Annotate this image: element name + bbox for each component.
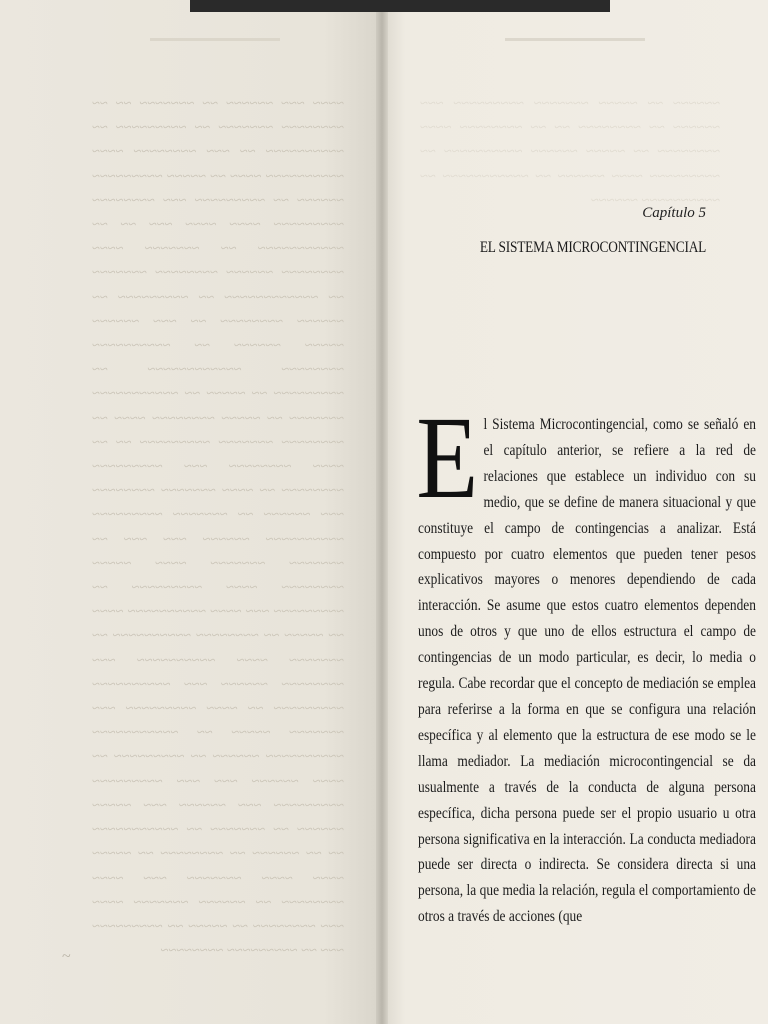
right-page-bleed-through: ~~~~~~ ~~ ~~~~~ ~~~~~~~ ~~~~~~~~~ ~~~ ~~~~~~ ~~ ~~~~~~~~ ~~ ~~ ~~~~~~~~ ~~~~ ~~~~~~~~ ~~ ~~~~~ ~~~~~~ ~~~~~~~~~~ ~~ ~~~~~~~~~ ~~~~ ~~~~~~ ~~ ~~~~~~~~~~~ ~~ ~~~~~~~~~~ ~~~~~~ — [420, 96, 720, 209]
left-running-header-bleed — [150, 38, 280, 41]
body-text: l Sistema Microcontingencial, como se señaló en el capítulo anterior, se refiere a la red de relaciones que establece un individuo con su medio, que se define de manera situacional y que constituye el campo de contingencias a analizar. Está compuesto por cuatro elementos que pueden tener pesos explicativos mayores o menores dependiendo de cada interacción. Se asume que estos cuatro elementos dependen unos de otros y que uno de ellos estructura el campo de contingencias de un modo particular, es decir, lo media o regula. Cabe recordar que el concepto de mediación se emplea para referirse a la forma en que se configura una relación específica y al elemento que la estructura de ese modo se le llama mediador. La mediación microcontingencial se da usualmente a través de la conducta de alguna persona específica, dicha persona puede ser el propio usuario u otra persona significativa en la interacción. La conducta mediadora puede ser directa o indirecta. Se considera directa si una persona, la que media la relación, regula el comportamiento de otros a través de acciones (que — [418, 416, 756, 926]
chapter-title: EL SISTEMA MICROCONTINGENCIAL — [479, 239, 706, 256]
left-page-folio-bleed: ~ — [62, 948, 71, 965]
chapter-body — [416, 392, 756, 930]
scan-edge — [190, 0, 610, 12]
drop-cap: E — [416, 392, 479, 523]
book-gutter — [376, 0, 388, 1024]
body-paragraph — [416, 392, 756, 930]
right-running-header-bleed — [505, 38, 645, 41]
left-page-bleed-through: ~~~~ ~~~ ~~~~~~ ~~ ~~~~~~~ ~~ ~~ ~~~~~~~~ ~~~~~~~ ~~ ~~~~~~~~~ ~~ ~~~~~~~~~~ ~~ ~~~ ~~~~~~~~ ~~~~ ~~~~~~~~~~ ~~~~ ~~ ~~~~~ ~~~~~~~~~ ~~~~~~ ~~ ~~~~~~~~~ ~~~ ~~~~~~~~ ~~~~~~~~~ ~~~~ ~~~~ ~~~ ~~ ~~ ~~~~~~~~~~~ ~~ ~~~~~~~ ~~~~ ~~~~~~~~ ~~~~~~ ~~~~~~~~ ~~~~~~~ ~~ ~~~~~~~~~~~~ ~~ ~~~~~~~~~ ~~ ~~~~~~ ~~~~~~~~ ~~ ~~~ ~~~~~~ ~~~~~ ~~~~~~ ~~ ~~~~~~~~~~ ~~~~~~~~ ~~~~~~~~~~~~ ~~ ~~~~~~~~~ ~~ ~~~~~ ~~ ~~~~~~~~~~~ ~~~~~~~ ~~ ~~~~~ ~~~~~~~~ ~~~~ ~~ ~~~~~~~~ ~~~~~~~ ~~~~~~~~~ ~~ ~~ ~~~~ ~~~~~~~~ ~~~ ~~~~~~~~~ ~~~~~~~~ ~~ ~~~~ ~~~~~~~ ~~~~~~~~ ~~~ ~~~~~~ ~~ ~~~~~~~ ~~~~~~~~~ ~~~~~~~~~~ ~~~~~~ ~~~ ~~~ ~~ ~~~~~~~ ~~~~~~~ ~~~~ ~~~~~ ~~~~~~~~ ~~~~ ~~~~~~~~~ ~~ ~~~~~~~~~ ~~~ ~~~~ ~~~~~~~~~~ ~~~~ ~~ ~~~~~ ~~ ~~~~~~~~ ~~~~~~~~~~ ~~ ~~~~~~~ ~~~~ ~~~~~~~~~~ ~~~ ~~~~~~~~ ~~~~~~ ~~~ ~~~~~~~~~~ ~~~~~~~~~ ~~ ~~~~ ~~~~~~~~~ ~~~ ~~~~~~~ ~~~~~ ~~ ~~~~~~~~~~~ ~~~~~~~~~~ ~~~~~~ ~~ ~~~~~~~~~ ~~ ~~~~ ~~~~~~ ~~~ ~~~ ~~~~~~~~~ ~~~~~~~~~ ~~~ ~~~~~~ ~~~ ~~~~~ ~~~~~~ ~~ ~~~~~~~ ~~ ~~~~~~~~~~~ ~~ ~~ ~~~~~~ ~~ ~~~~~~~~ ~~ ~~~~~ ~~~~ ~~~~ ~~~~~~~ ~~~ ~~~~ ~~~~~~~~ ~~ ~~~~~~ ~~~~~~~ ~~~~ ~~~ ~~~~~~~~ ~~ ~~~~~ ~~ ~~~~~~~~~ ~~~ ~~ ~~~~~~~~~ ~~~~~~~~ — [92, 96, 344, 960]
chapter-label: Capítulo 5 — [642, 205, 706, 221]
